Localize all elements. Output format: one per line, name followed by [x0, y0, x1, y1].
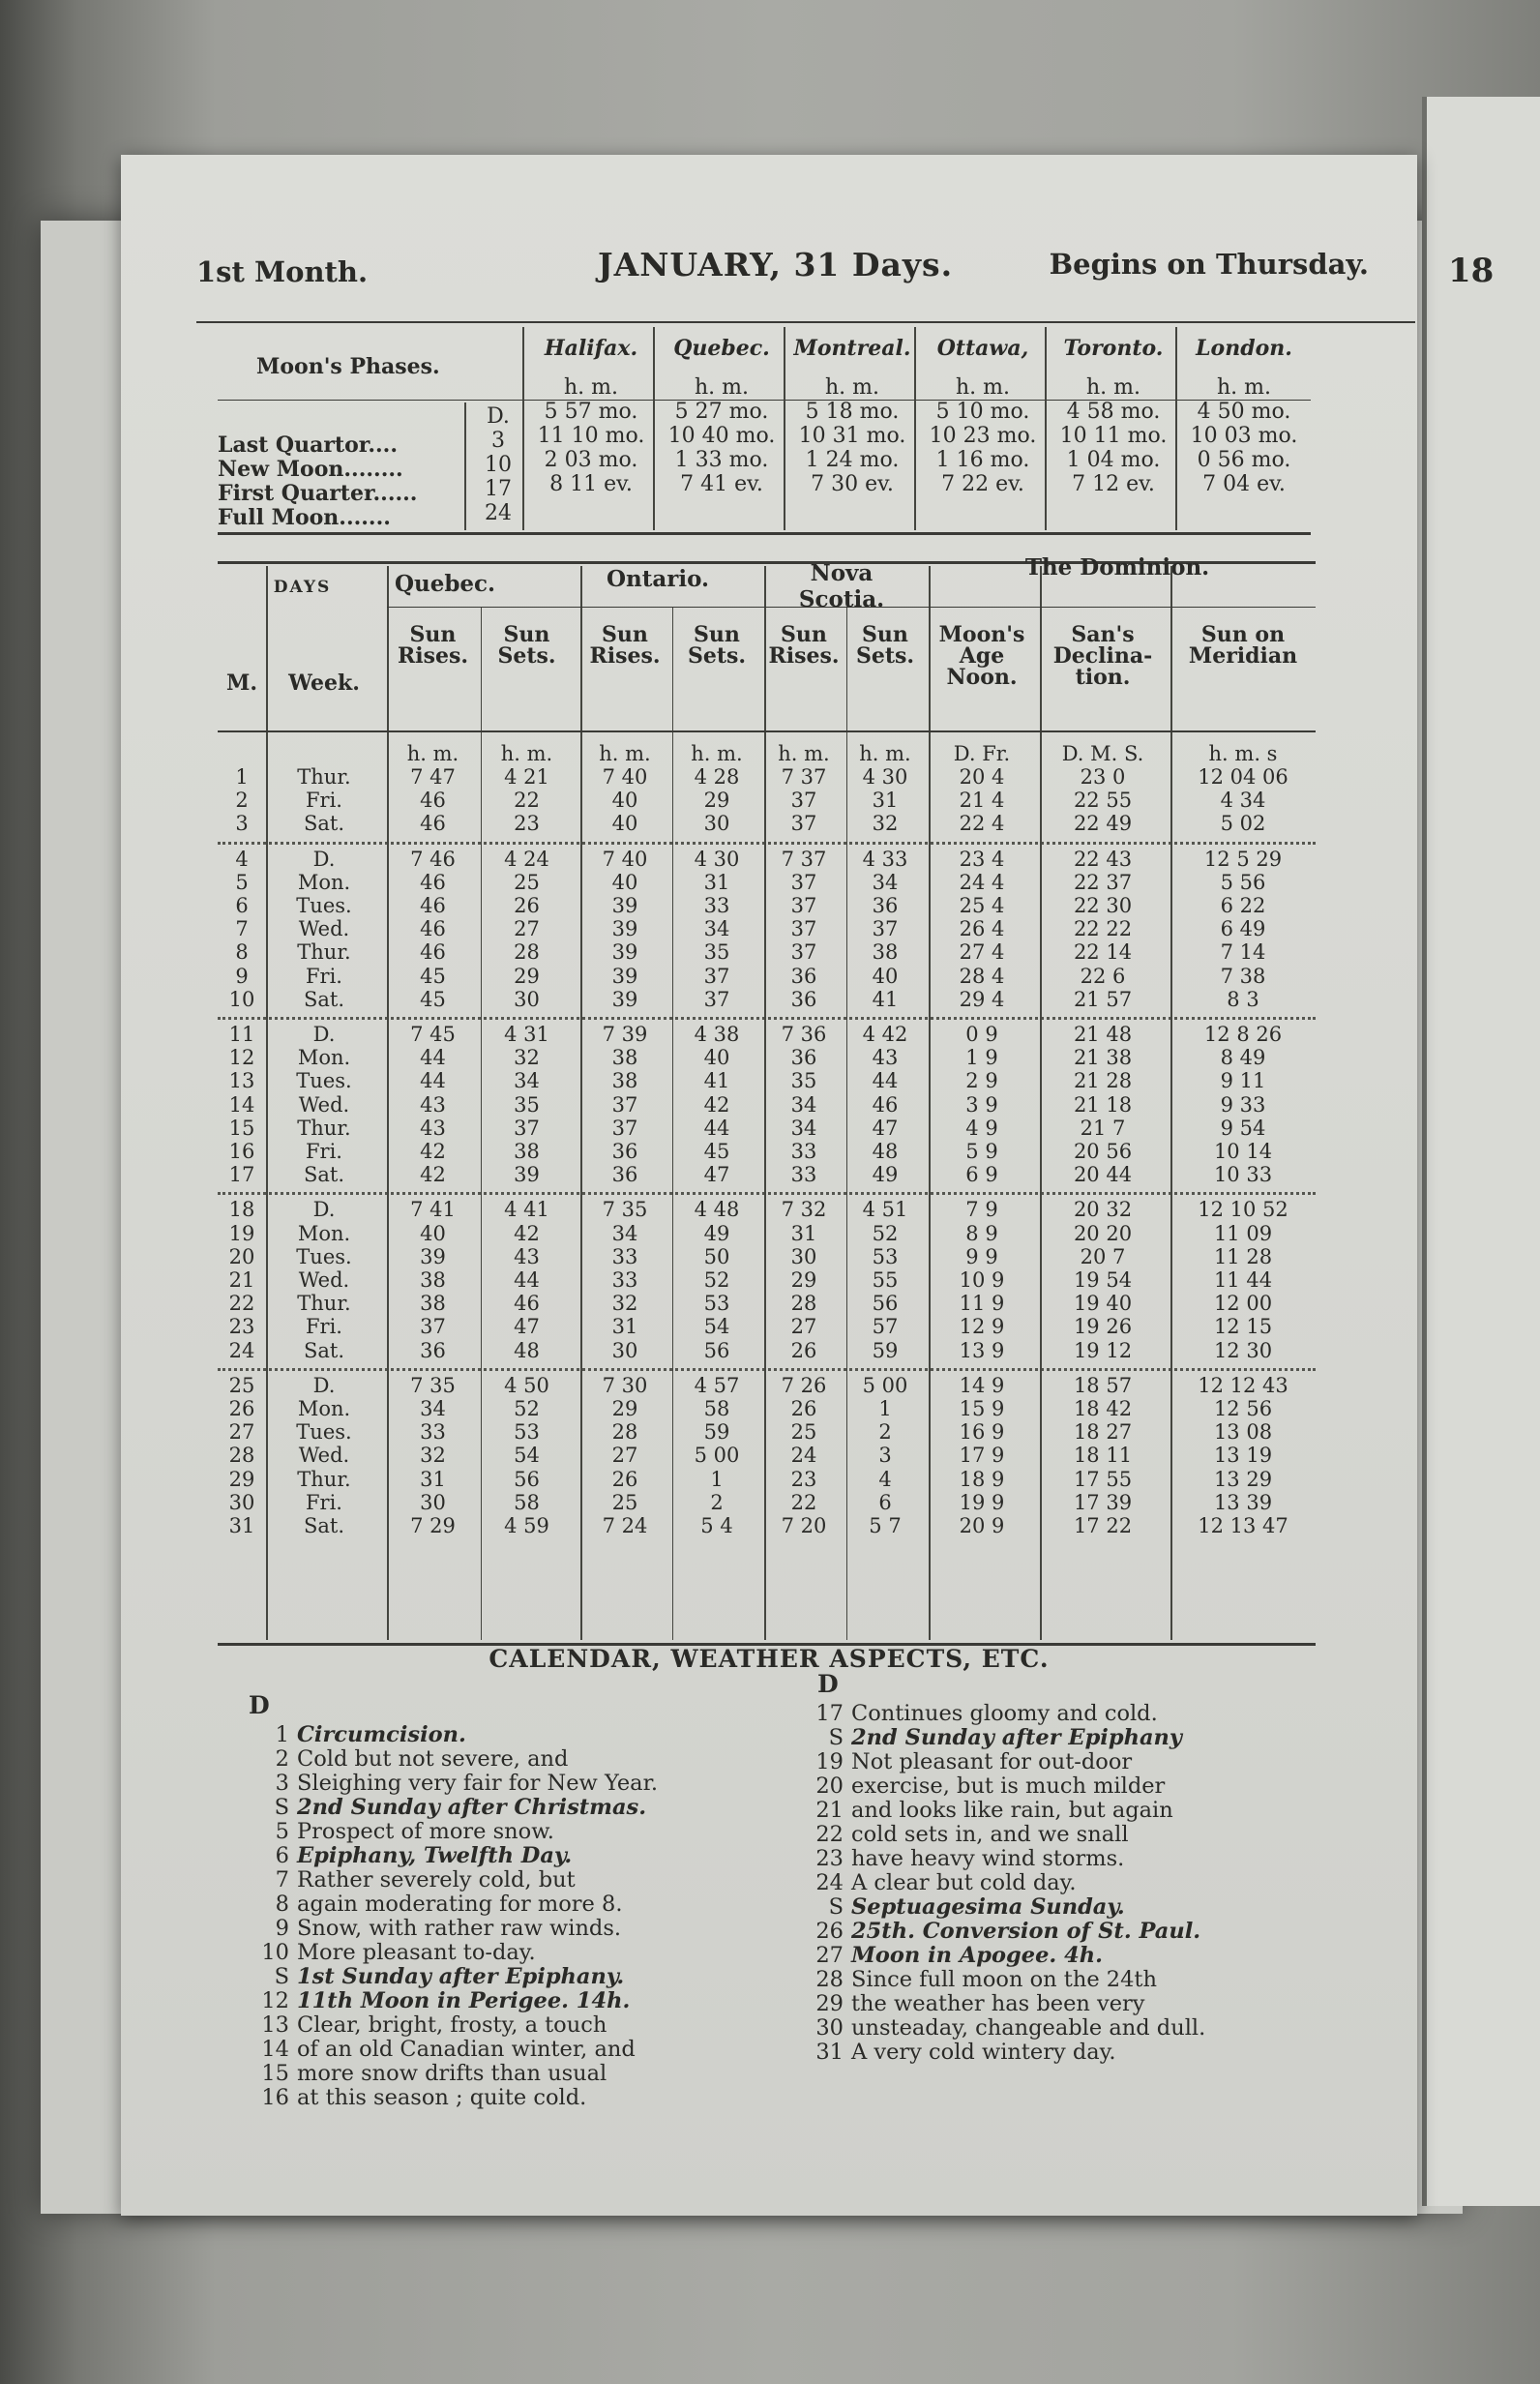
week-separator — [218, 842, 1316, 845]
calendar-text: More pleasant to-day. — [297, 1940, 536, 1965]
calendar-text: Continues gloomy and cold. — [851, 1701, 1158, 1726]
group-rule — [580, 607, 764, 608]
phase-day: 24 — [485, 501, 512, 525]
cell-column-q_rise: 7 46 46 46 46 46 45 45 — [410, 847, 456, 1011]
cell-column-meridian: 12 12 43 12 56 13 08 13 19 13 29 13 39 12 13 47 — [1198, 1373, 1288, 1538]
unit-meridian: h. m. s — [1208, 742, 1278, 765]
calendar-day: 28 — [815, 1967, 844, 1992]
calendar-entry — [803, 1774, 1205, 1799]
calendar-day: 20 — [815, 1773, 844, 1799]
cell-column-declination: 18 57 18 42 18 27 18 11 17 55 17 39 17 22 — [1073, 1373, 1133, 1538]
week-separator — [218, 1368, 1316, 1371]
calendar-text: Moon in Apogee. 4h. — [851, 1943, 1103, 1968]
phase-day: 17 — [485, 477, 512, 501]
calendar-text: Septuagesima Sunday. — [851, 1894, 1125, 1920]
cell-column-o_rise: 7 40 40 39 39 39 39 39 — [602, 847, 648, 1011]
calendar-day: 3 — [275, 1771, 289, 1796]
cell-column-n_rise: 7 37 37 37 37 37 36 36 — [781, 847, 827, 1011]
calendar-day: 30 — [815, 2015, 844, 2041]
column-rule — [464, 402, 466, 530]
city-name: London. — [1196, 336, 1292, 361]
calendar-entry — [803, 1895, 1205, 1920]
subheader-q_set: Sun Sets. — [497, 622, 556, 669]
phase-time: 1 24 mo. — [805, 448, 900, 472]
phase-time: 0 56 mo. — [1197, 448, 1291, 472]
cell-column-n_rise: 7 32 31 30 29 28 27 26 — [781, 1198, 827, 1362]
subheader-n_rise: Sun Rises. — [768, 622, 840, 669]
group-rule — [929, 607, 1316, 608]
phase-time: 7 41 ev. — [680, 472, 763, 496]
cell-column-m: 18 19 20 21 22 23 24 — [228, 1198, 255, 1362]
cell-column-week: D. Mon. Tues. Wed. Thur. Fri. Sat. — [296, 1023, 352, 1187]
calendar-text: 25th. Conversion of St. Paul. — [851, 1919, 1201, 1944]
column-rule — [580, 566, 582, 1640]
cell-column-moon_age: 7 9 8 9 9 9 10 9 11 9 12 9 13 9 — [959, 1198, 1005, 1362]
city-name: Halifax. — [544, 336, 638, 361]
phase-time: 2 03 mo. — [544, 448, 638, 472]
calendar-text: at this season ; quite cold. — [297, 2085, 587, 2110]
calendar-entry — [249, 2038, 658, 2062]
cell-column-q_set: 4 50 52 53 54 56 58 4 59 — [504, 1373, 549, 1538]
moon-bottom-rule — [218, 532, 1311, 535]
cell-column-moon_age: 20 4 21 4 22 4 — [959, 765, 1005, 836]
city-name: Ottawa, — [936, 336, 1029, 361]
calendar-entry — [803, 1920, 1205, 1944]
calendar-day: S — [828, 1894, 844, 1920]
calendar-entry — [249, 1965, 658, 1989]
calendar-day: 27 — [815, 1943, 844, 1968]
calendar-text: A clear but cold day. — [851, 1870, 1077, 1895]
week-separator — [218, 1192, 1316, 1195]
cell-column-n_set: 4 33 34 36 37 38 40 41 — [862, 847, 908, 1011]
phase-time: 10 31 mo. — [798, 424, 906, 448]
calendar-entry — [249, 1941, 658, 1965]
calendar-entry — [249, 1820, 658, 1844]
calendar-entry — [803, 1799, 1205, 1823]
calendar-entry — [803, 1702, 1205, 1726]
calendar-day: 15 — [261, 2061, 289, 2086]
cell-column-m: 25 26 27 28 29 30 31 — [228, 1373, 255, 1538]
subheader-n_set: Sun Sets. — [855, 622, 915, 669]
calendar-entry — [803, 1726, 1205, 1750]
phase-time: 7 04 ev. — [1202, 472, 1286, 496]
calendar-right-header: D — [817, 1670, 839, 1698]
calendar-left-header: D — [249, 1691, 270, 1719]
calendar-left-list — [249, 1723, 658, 2110]
calendar-day: 13 — [261, 2012, 289, 2038]
cell-column-o_rise: 7 40 40 40 — [602, 765, 648, 836]
subheader-moon_age: Moon's Age Noon. — [938, 622, 1025, 690]
cell-column-declination: 23 0 22 55 22 49 — [1073, 765, 1133, 836]
phase-time: 7 30 ev. — [811, 472, 894, 496]
unit-n_rise: h. m. — [778, 742, 830, 765]
column-rule — [764, 566, 766, 1640]
cell-column-m: 1 2 3 — [235, 765, 249, 836]
calendar-text: 11th Moon in Perigee. 14h. — [297, 1988, 631, 2013]
calendar-entry — [803, 1847, 1205, 1871]
calendar-text: Sleighing very fair for New Year. — [297, 1771, 659, 1796]
unit-label: h. m. — [694, 375, 749, 400]
unit-q_rise: h. m. — [406, 742, 459, 765]
calendar-day: 23 — [815, 1846, 844, 1871]
calendar-day: 21 — [815, 1798, 844, 1823]
calendar-text: have heavy wind storms. — [851, 1846, 1125, 1871]
calendar-text: A very cold wintery day. — [851, 2040, 1116, 2065]
calendar-day: 26 — [815, 1919, 844, 1944]
column-rule — [1175, 327, 1177, 530]
cell-column-moon_age: 23 4 24 4 25 4 26 4 27 4 28 4 29 4 — [959, 847, 1005, 1011]
phase-time: 10 03 mo. — [1190, 424, 1298, 448]
unit-moon_age: D. Fr. — [953, 742, 1011, 765]
quebec-group: Quebec. — [394, 571, 496, 597]
calendar-text: Snow, with rather raw winds. — [297, 1916, 622, 1941]
calendar-day: 14 — [261, 2037, 289, 2062]
unit-o_rise: h. m. — [599, 742, 651, 765]
phase-day: 10 — [485, 453, 512, 477]
calendar-entry — [249, 1747, 658, 1772]
cell-column-m: 11 12 13 14 15 16 17 — [228, 1023, 255, 1187]
column-rule — [266, 566, 268, 1640]
sun-moon-table — [218, 554, 1316, 1650]
calendar-entry — [803, 1871, 1205, 1895]
calendar-entry — [249, 2062, 658, 2086]
cell-column-n_set: 4 51 52 53 55 56 57 59 — [862, 1198, 908, 1362]
header-rule — [218, 730, 1316, 732]
calendar-text: 2nd Sunday after Christmas. — [297, 1795, 647, 1820]
phase-time: 10 40 mo. — [667, 424, 776, 448]
cell-column-meridian: 12 5 29 5 56 6 22 6 49 7 14 7 38 8 3 — [1203, 847, 1283, 1011]
cell-column-o_set: 4 30 31 33 34 35 37 37 — [694, 847, 740, 1011]
phase-days — [479, 404, 518, 525]
cell-column-q_rise: 7 41 40 39 38 38 37 36 — [410, 1198, 456, 1362]
calendar-day: 29 — [815, 1991, 844, 2016]
calendar-text: Clear, bright, frosty, a touch — [297, 2012, 607, 2038]
calendar-day: 7 — [275, 1867, 289, 1892]
calendar-day: S — [828, 1725, 844, 1750]
subheader-meridian: Sun on Meridian — [1188, 622, 1298, 669]
cell-column-m: 4 5 6 7 8 9 10 — [228, 847, 255, 1011]
almanac-page — [121, 155, 1417, 2216]
page-title: JANUARY, 31 Days. — [598, 246, 954, 283]
facing-page — [1422, 97, 1540, 2206]
subheader-declination: San's Declina- tion. — [1052, 622, 1153, 690]
city-name: Toronto. — [1063, 336, 1164, 361]
calendar-entry — [249, 1723, 658, 1747]
column-rule — [481, 607, 482, 1640]
phase-label: Full Moon....... — [218, 505, 391, 530]
city-column-1 — [658, 327, 785, 496]
calendar-day: 19 — [815, 1749, 844, 1774]
cell-column-q_set: 4 41 42 43 44 46 47 48 — [504, 1198, 549, 1362]
month-label: 1st Month. — [196, 255, 369, 288]
cell-column-o_rise: 7 39 38 38 37 37 36 36 — [602, 1023, 648, 1187]
cell-column-declination: 20 32 20 20 20 7 19 54 19 40 19 26 19 12 — [1073, 1198, 1133, 1362]
phase-label: New Moon........ — [218, 457, 403, 482]
cell-column-q_set: 4 31 32 34 35 37 38 39 — [504, 1023, 549, 1187]
column-rule — [387, 566, 389, 1640]
calendar-right-list — [803, 1702, 1205, 2065]
calendar-day: 31 — [815, 2040, 844, 2065]
calendar-entry — [249, 1844, 658, 1868]
phase-time: 4 50 mo. — [1197, 400, 1291, 424]
calendar-entry — [249, 2086, 658, 2110]
calendar-day: 8 — [275, 1892, 289, 1917]
cell-column-moon_age: 14 9 15 9 16 9 17 9 18 9 19 9 20 9 — [959, 1373, 1005, 1538]
calendar-entry — [249, 1892, 658, 1917]
calendar-text: cold sets in, and we snall — [851, 1822, 1129, 1847]
week-separator — [218, 1017, 1316, 1020]
day-header: D. — [487, 404, 510, 429]
calendar-text: unsteaday, changeable and dull. — [851, 2015, 1206, 2041]
column-rule — [846, 607, 847, 1640]
column-rule — [1040, 566, 1042, 1640]
cell-column-declination: 21 48 21 38 21 28 21 18 21 7 20 56 20 44 — [1073, 1023, 1133, 1187]
unit-label: h. m. — [1085, 375, 1140, 400]
column-rule — [929, 566, 931, 1640]
subheader-o_rise: Sun Rises. — [589, 622, 661, 669]
calendar-day: 24 — [815, 1870, 844, 1895]
calendar-entry — [803, 1944, 1205, 1968]
column-rule — [784, 327, 785, 530]
calendar-text: again moderating for more 8. — [297, 1892, 623, 1917]
calendar-entry — [803, 1750, 1205, 1774]
calendar-entry — [249, 1917, 658, 1941]
subheader-week: Week. — [288, 670, 360, 696]
cell-column-o_rise: 7 30 29 28 27 26 25 7 24 — [602, 1373, 648, 1538]
nova-scotia-group: Nova Scotia. — [798, 560, 885, 612]
calendar-left-column — [249, 1693, 658, 2110]
calendar-text: Rather severely cold, but — [297, 1867, 576, 1892]
calendar-title: CALENDAR, WEATHER ASPECTS, ETC. — [489, 1645, 1050, 1673]
cell-column-o_set: 4 38 40 41 42 44 45 47 — [694, 1023, 740, 1187]
unit-label: h. m. — [955, 375, 1010, 400]
header-rule — [196, 321, 1415, 323]
city-name: Quebec. — [673, 336, 770, 361]
city-name: Montreal. — [793, 336, 911, 361]
unit-label: h. m. — [824, 375, 879, 400]
calendar-entry — [803, 1992, 1205, 2016]
calendar-entry — [249, 1868, 658, 1892]
cell-column-meridian: 12 10 52 11 09 11 28 11 44 12 00 12 15 12 30 — [1198, 1198, 1288, 1362]
calendar-day: 5 — [275, 1819, 289, 1844]
days-group: DAYS — [273, 578, 332, 597]
calendar-text: 2nd Sunday after Epiphany — [851, 1725, 1182, 1750]
calendar-day: 17 — [815, 1701, 844, 1726]
unit-declination: D. M. S. — [1061, 742, 1144, 765]
cell-column-o_set: 4 28 29 30 — [694, 765, 740, 836]
calendar-text: Epiphany, Twelfth Day. — [297, 1843, 573, 1868]
phase-time: 7 12 ev. — [1072, 472, 1155, 496]
phase-time: 5 10 mo. — [935, 400, 1030, 424]
phase-labels — [218, 433, 459, 530]
cell-column-q_rise: 7 47 46 46 — [410, 765, 456, 836]
calendar-day: 16 — [261, 2085, 289, 2110]
dominion-group: The Dominion. — [1024, 554, 1210, 581]
facing-page-number: 18 — [1448, 252, 1495, 290]
ontario-group: Ontario. — [606, 566, 710, 592]
cell-column-q_set: 4 21 22 23 — [504, 765, 549, 836]
calendar-text: Circumcision. — [297, 1722, 466, 1747]
cell-column-q_rise: 7 45 44 44 43 43 42 42 — [410, 1023, 456, 1187]
group-rule — [764, 607, 929, 608]
city-column-0 — [527, 327, 655, 496]
column-rule — [653, 327, 655, 530]
cell-column-n_set: 5 00 1 2 3 4 6 5 7 — [862, 1373, 908, 1538]
calendar-text: exercise, but is much milder — [851, 1773, 1166, 1799]
calendar-entry — [249, 1989, 658, 2013]
begins-on-label: Begins on Thursday. — [1049, 248, 1369, 281]
calendar-day: 2 — [275, 1746, 289, 1772]
calendar-entry — [803, 2041, 1205, 2065]
phase-day: 3 — [491, 429, 505, 453]
cell-column-week: Thur. Fri. Sat. — [297, 765, 351, 836]
unit-o_set: h. m. — [691, 742, 743, 765]
unit-q_set: h. m. — [500, 742, 553, 765]
phase-time: 5 57 mo. — [544, 400, 638, 424]
cell-column-meridian: 12 8 26 8 49 9 11 9 33 9 54 10 14 10 33 — [1203, 1023, 1283, 1187]
cell-column-week: D. Mon. Tues. Wed. Thur. Fri. Sat. — [296, 1198, 352, 1362]
calendar-text: more snow drifts than usual — [297, 2061, 607, 2086]
moon-phases-table — [218, 327, 1311, 545]
subheader-m: M. — [225, 670, 257, 696]
city-column-5 — [1180, 327, 1308, 496]
calendar-day: 22 — [815, 1822, 844, 1847]
calendar-day: 12 — [261, 1988, 289, 2013]
group-rule — [387, 607, 580, 608]
calendar-day: S — [274, 1964, 289, 1989]
calendar-entry — [249, 1772, 658, 1796]
calendar-text: 1st Sunday after Epiphany. — [297, 1964, 625, 1989]
calendar-text: Not pleasant for out-door — [851, 1749, 1133, 1774]
phase-time: 5 27 mo. — [674, 400, 769, 424]
phase-time: 1 04 mo. — [1066, 448, 1161, 472]
calendar-entry — [803, 1968, 1205, 1992]
cell-column-n_set: 4 42 43 44 46 47 48 49 — [862, 1023, 908, 1187]
column-rule — [1170, 566, 1172, 1640]
unit-label: h. m. — [1216, 375, 1271, 400]
column-rule — [1045, 327, 1047, 530]
cell-column-meridian: 12 04 06 4 34 5 02 — [1198, 765, 1288, 836]
calendar-entry — [803, 2016, 1205, 2041]
cell-column-moon_age: 0 9 1 9 2 9 3 9 4 9 5 9 6 9 — [965, 1023, 998, 1187]
phase-time: 4 58 mo. — [1066, 400, 1161, 424]
subheader-q_rise: Sun Rises. — [397, 622, 469, 669]
calendar-day: 9 — [275, 1916, 289, 1941]
column-rule — [914, 327, 916, 530]
page-header — [196, 244, 1378, 298]
column-rule — [522, 327, 524, 530]
calendar-day: 10 — [261, 1940, 289, 1965]
phase-label: Last Quartor.... — [218, 432, 398, 458]
cell-column-week: D. Mon. Tues. Wed. Thur. Fri. Sat. — [296, 1373, 352, 1538]
subheader-o_set: Sun Sets. — [687, 622, 747, 669]
cell-column-week: D. Mon. Tues. Wed. Thur. Fri. Sat. — [296, 847, 352, 1011]
phase-time: 8 11 ev. — [549, 472, 633, 496]
calendar-text: Cold but not severe, and — [297, 1746, 569, 1772]
cell-column-o_set: 4 57 58 59 5 00 1 2 5 4 — [694, 1373, 740, 1538]
phase-time: 1 33 mo. — [674, 448, 769, 472]
cell-column-declination: 22 43 22 37 22 30 22 22 22 14 22 6 21 57 — [1073, 847, 1133, 1011]
cell-column-n_set: 4 30 31 32 — [862, 765, 908, 836]
calendar-entry — [803, 1823, 1205, 1847]
calendar-day: 1 — [275, 1722, 289, 1747]
cell-column-o_set: 4 48 49 50 52 53 54 56 — [694, 1198, 740, 1362]
cell-column-n_rise: 7 36 36 35 34 34 33 33 — [781, 1023, 827, 1187]
calendar-text: and looks like rain, but again — [851, 1798, 1173, 1823]
calendar-day: S — [274, 1795, 289, 1820]
calendar-text: Since full moon on the 24th — [851, 1967, 1157, 1992]
cell-column-n_rise: 7 37 37 37 — [781, 765, 827, 836]
column-rule — [672, 607, 673, 1640]
calendar-text: Prospect of more snow. — [297, 1819, 554, 1844]
phase-time: 10 11 mo. — [1059, 424, 1168, 448]
phase-time: 5 18 mo. — [805, 400, 900, 424]
cell-column-n_rise: 7 26 26 25 24 23 22 7 20 — [781, 1373, 827, 1538]
cell-column-o_rise: 7 35 34 33 33 32 31 30 — [602, 1198, 648, 1362]
calendar-text: the weather has been very — [851, 1991, 1145, 2016]
city-column-4 — [1050, 327, 1177, 496]
calendar-day: 6 — [275, 1843, 289, 1868]
city-column-2 — [788, 327, 916, 496]
calendar-entry — [249, 1796, 658, 1820]
cell-column-q_rise: 7 35 34 33 32 31 30 7 29 — [410, 1373, 456, 1538]
unit-n_set: h. m. — [859, 742, 911, 765]
phase-label: First Quarter...... — [218, 481, 418, 506]
calendar-right-column — [803, 1672, 1205, 2065]
calendar-entry — [249, 2013, 658, 2038]
unit-label: h. m. — [563, 375, 618, 400]
phase-time: 1 16 mo. — [935, 448, 1030, 472]
phase-time: 10 23 mo. — [929, 424, 1037, 448]
moon-phases-title: Moon's Phases. — [256, 354, 440, 379]
cell-column-q_set: 4 24 25 26 27 28 29 30 — [504, 847, 549, 1011]
city-column-3 — [919, 327, 1047, 496]
calendar-text: of an old Canadian winter, and — [297, 2037, 636, 2062]
phase-time: 7 22 ev. — [941, 472, 1024, 496]
phase-time: 11 10 mo. — [537, 424, 645, 448]
